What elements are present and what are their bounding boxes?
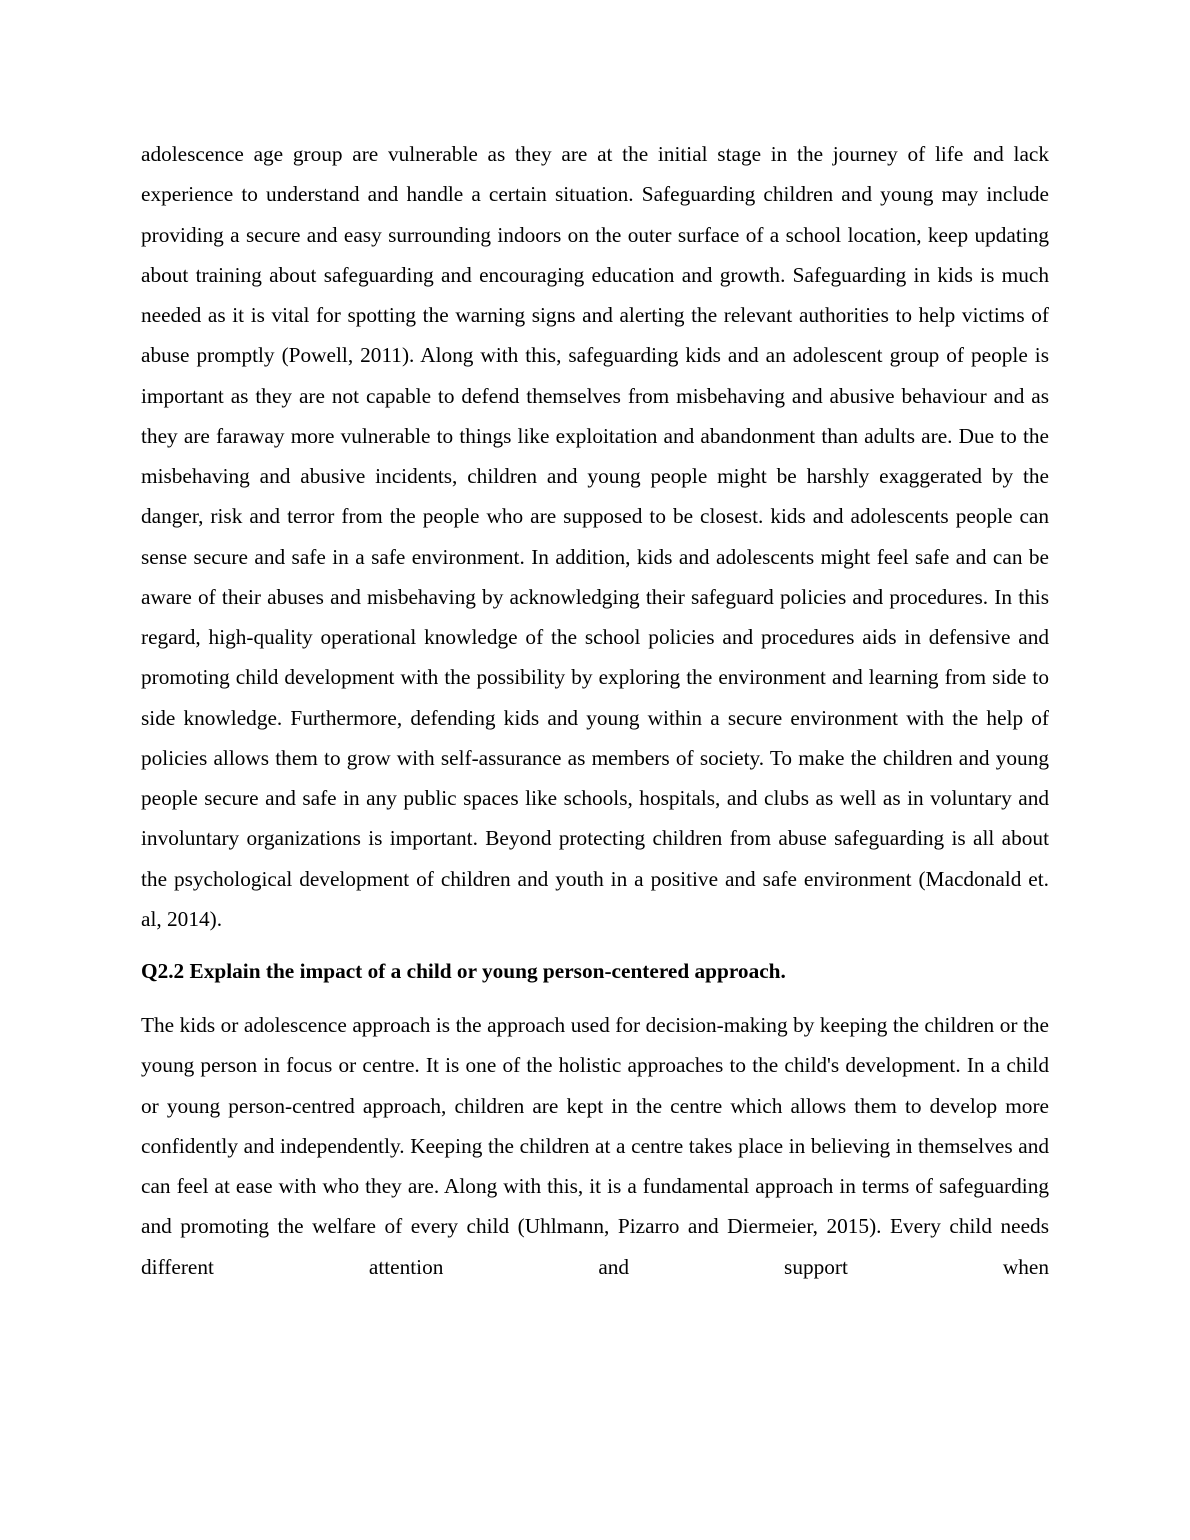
- section-heading-q2-2: Q2.2 Explain the impact of a child or young person-centered approach.: [141, 959, 786, 983]
- body-paragraph-person-centred-approach: The kids or adolescence approach is the approach used for decision-making by keeping the children or the young person in focus or centre. It is one of the holistic approaches to the child's development. In a child or young person-centred approach, children are kept in the centre which allows them to develop more confidently and independently. Keeping the children at a centre takes place in believing in themselves and can feel at ease with who they are. Along with this, it is a fundamental approach in terms of safeguarding and promoting the welfare of every child (Uhlmann, Pizarro and Diermeier, 2015). Every child needs different attention and support when: [141, 1013, 1049, 1279]
- body-paragraph-safeguarding: adolescence age group are vulnerable as they are at the initial stage in the journey of life and lack experience to understand and handle a certain situation. Safeguarding children and young may include providing a secure and easy surrounding indoors on the outer surface of a school location, keep updating about training about safeguarding and encouraging education and growth. Safeguarding in kids is much needed as it is vital for spotting the warning signs and alerting the relevant authorities to help victims of abuse promptly (Powell, 2011). Along with this, safeguarding kids and an adolescent group of people is important as they are not capable to defend themselves from misbehaving and abusive behaviour and as they are faraway more vulnerable to things like exploitation and abandonment than adults are. Due to the misbehaving and abusive incidents, children and young people might be harshly exaggerated by the danger, risk and terror from the people who are supposed to be closest. kids and adolescents people can sense secure and safe in a safe environment. In addition, kids and adolescents might feel safe and can be aware of their abuses and misbehaving by acknowledging their safeguard policies and procedures. In this regard, high-quality operational knowledge of the school policies and procedures aids in defensive and promoting child development with the possibility by exploring the environment and learning from side to side knowledge. Furthermore, defending kids and young within a secure environment with the help of policies allows them to grow with self-assurance as members of society. To make the children and young people secure and safe in any public spaces like schools, hospitals, and clubs as well as in voluntary and involuntary organizations is important. Beyond protecting children from abuse safeguarding is all about the psychological development of children and youth in a positive and safe environment (Macdonald et. al, 2014).: [141, 142, 1049, 931]
- document-body: [141, 134, 1049, 1287]
